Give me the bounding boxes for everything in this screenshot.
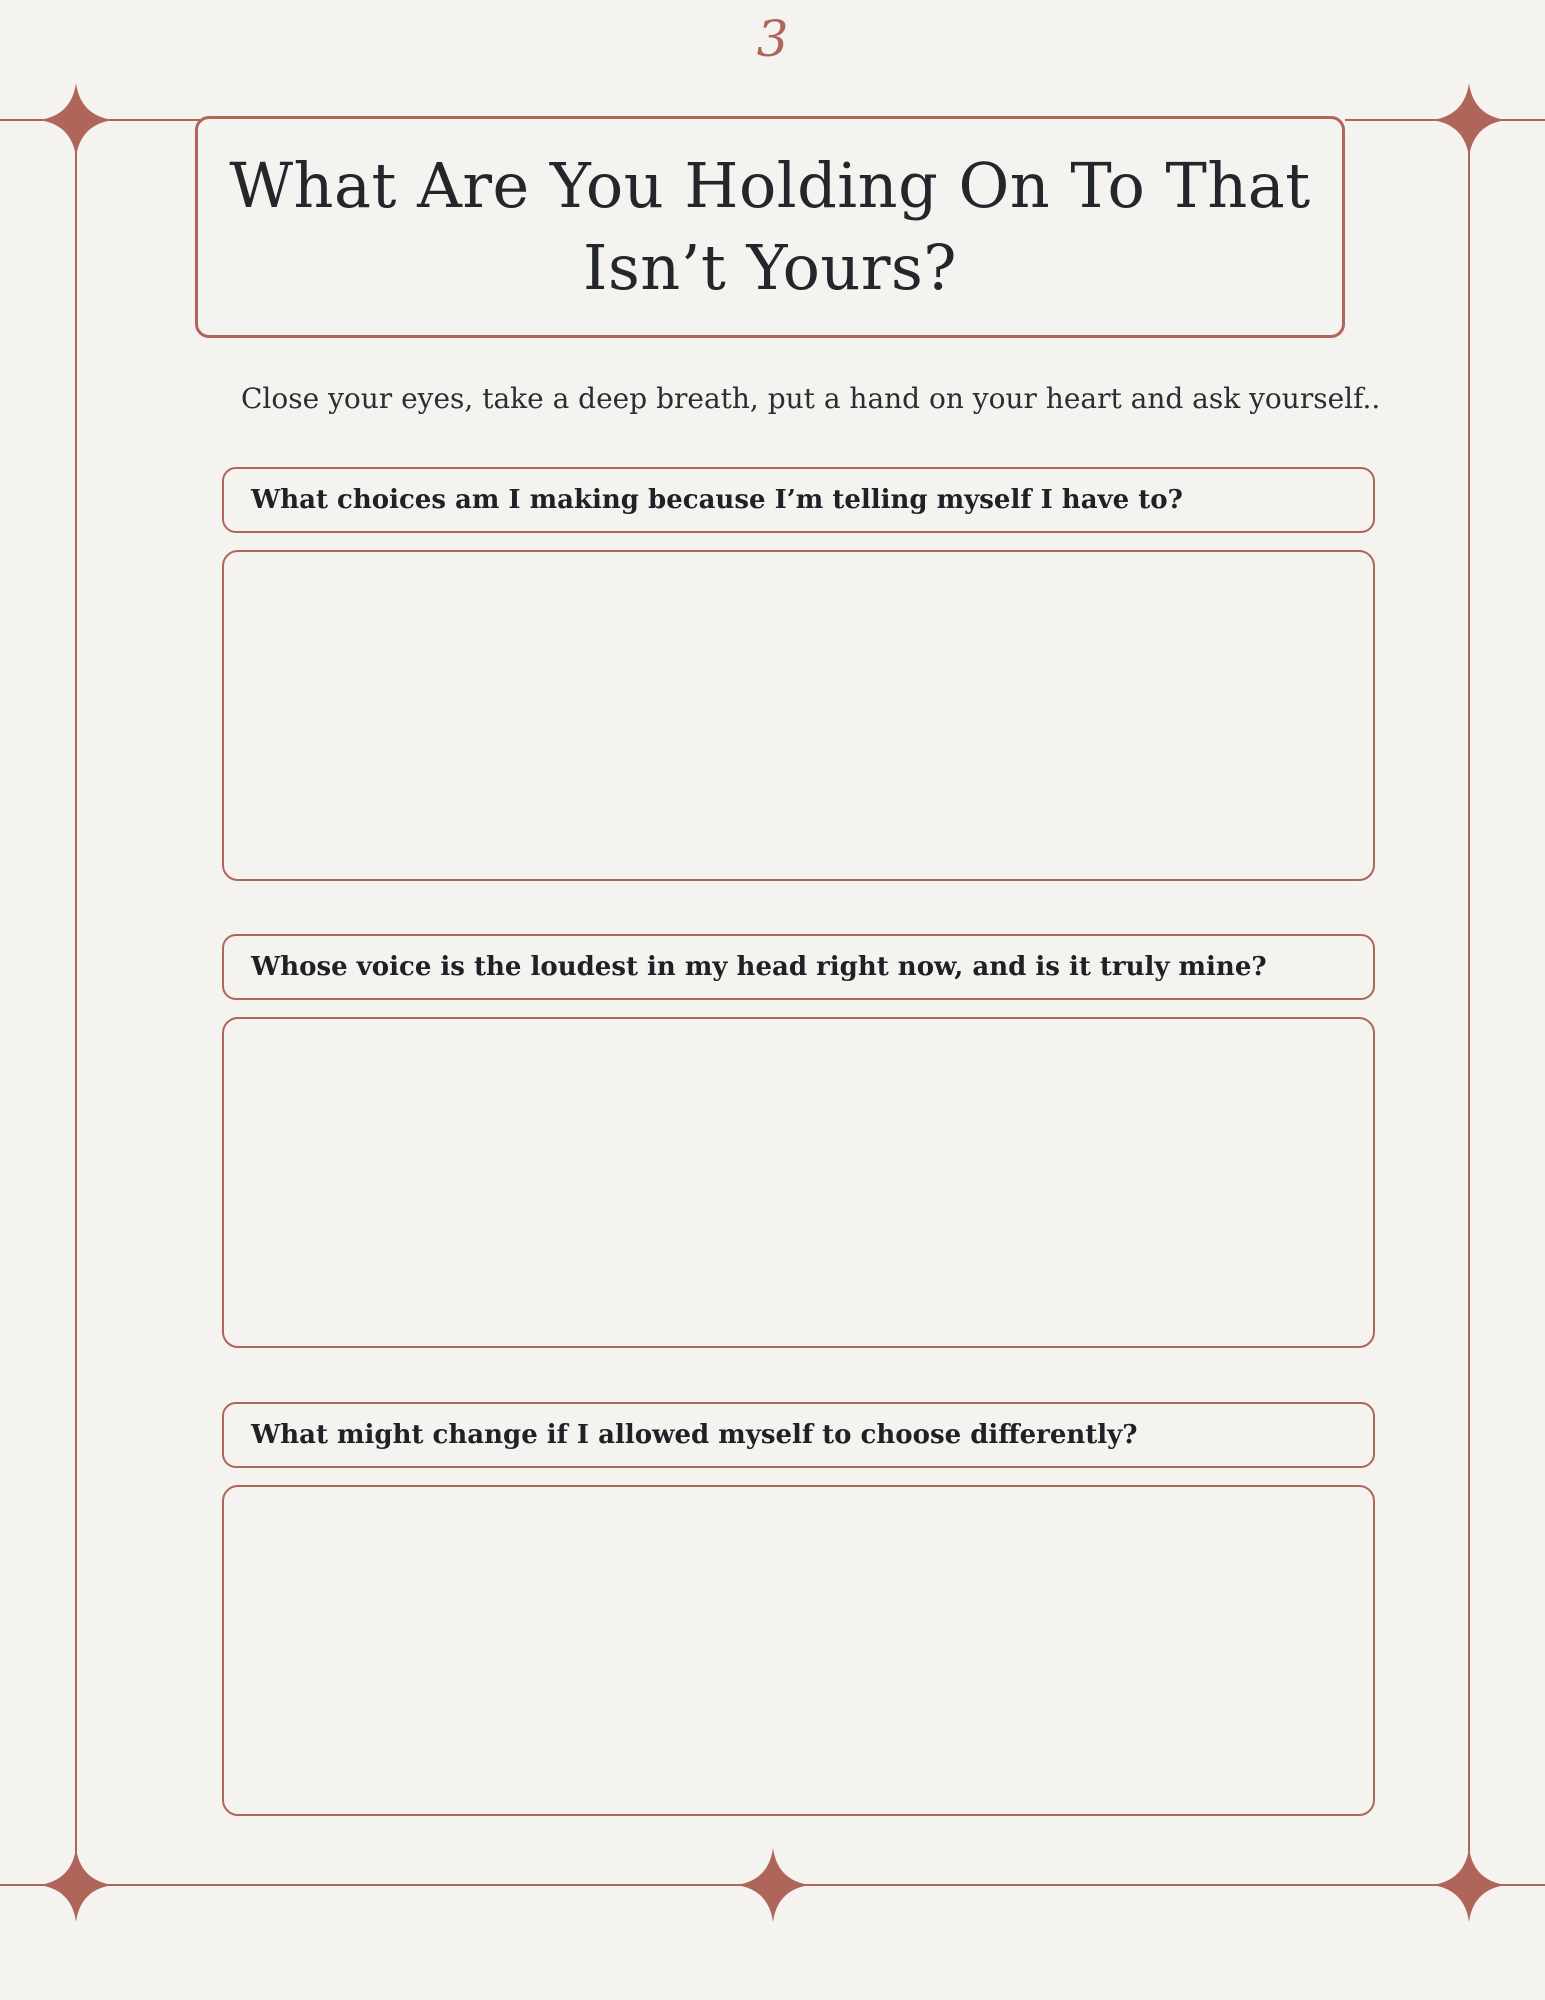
right-frame-line (1468, 119, 1470, 1885)
left-frame-line (75, 119, 77, 1885)
question-2-text: Whose voice is the loudest in my head right now, and is it truly mine? (251, 952, 1267, 982)
question-3-text: What might change if I allowed myself to choose differently? (251, 1420, 1138, 1450)
answer-2-field[interactable] (222, 1017, 1375, 1348)
four-point-star-icon (1432, 1848, 1506, 1922)
title-box (195, 116, 1345, 338)
page-number: 3 (756, 10, 789, 68)
four-point-star-icon (39, 83, 113, 157)
four-point-star-icon (736, 1848, 810, 1922)
intro-text: Close your eyes, take a deep breath, put a hand on your heart and ask yourself.. (241, 382, 1381, 415)
answer-1-field[interactable] (222, 550, 1375, 881)
four-point-star-icon (1432, 83, 1506, 157)
question-2-prompt (222, 934, 1375, 1000)
page-title: What Are You Holding On To That Isn’t Yours? (229, 148, 1311, 304)
question-1-prompt (222, 467, 1375, 533)
question-1-text: What choices am I making because I’m telling myself I have to? (251, 485, 1183, 515)
question-3-prompt (222, 1402, 1375, 1468)
answer-3-field[interactable] (222, 1485, 1375, 1816)
four-point-star-icon (39, 1848, 113, 1922)
